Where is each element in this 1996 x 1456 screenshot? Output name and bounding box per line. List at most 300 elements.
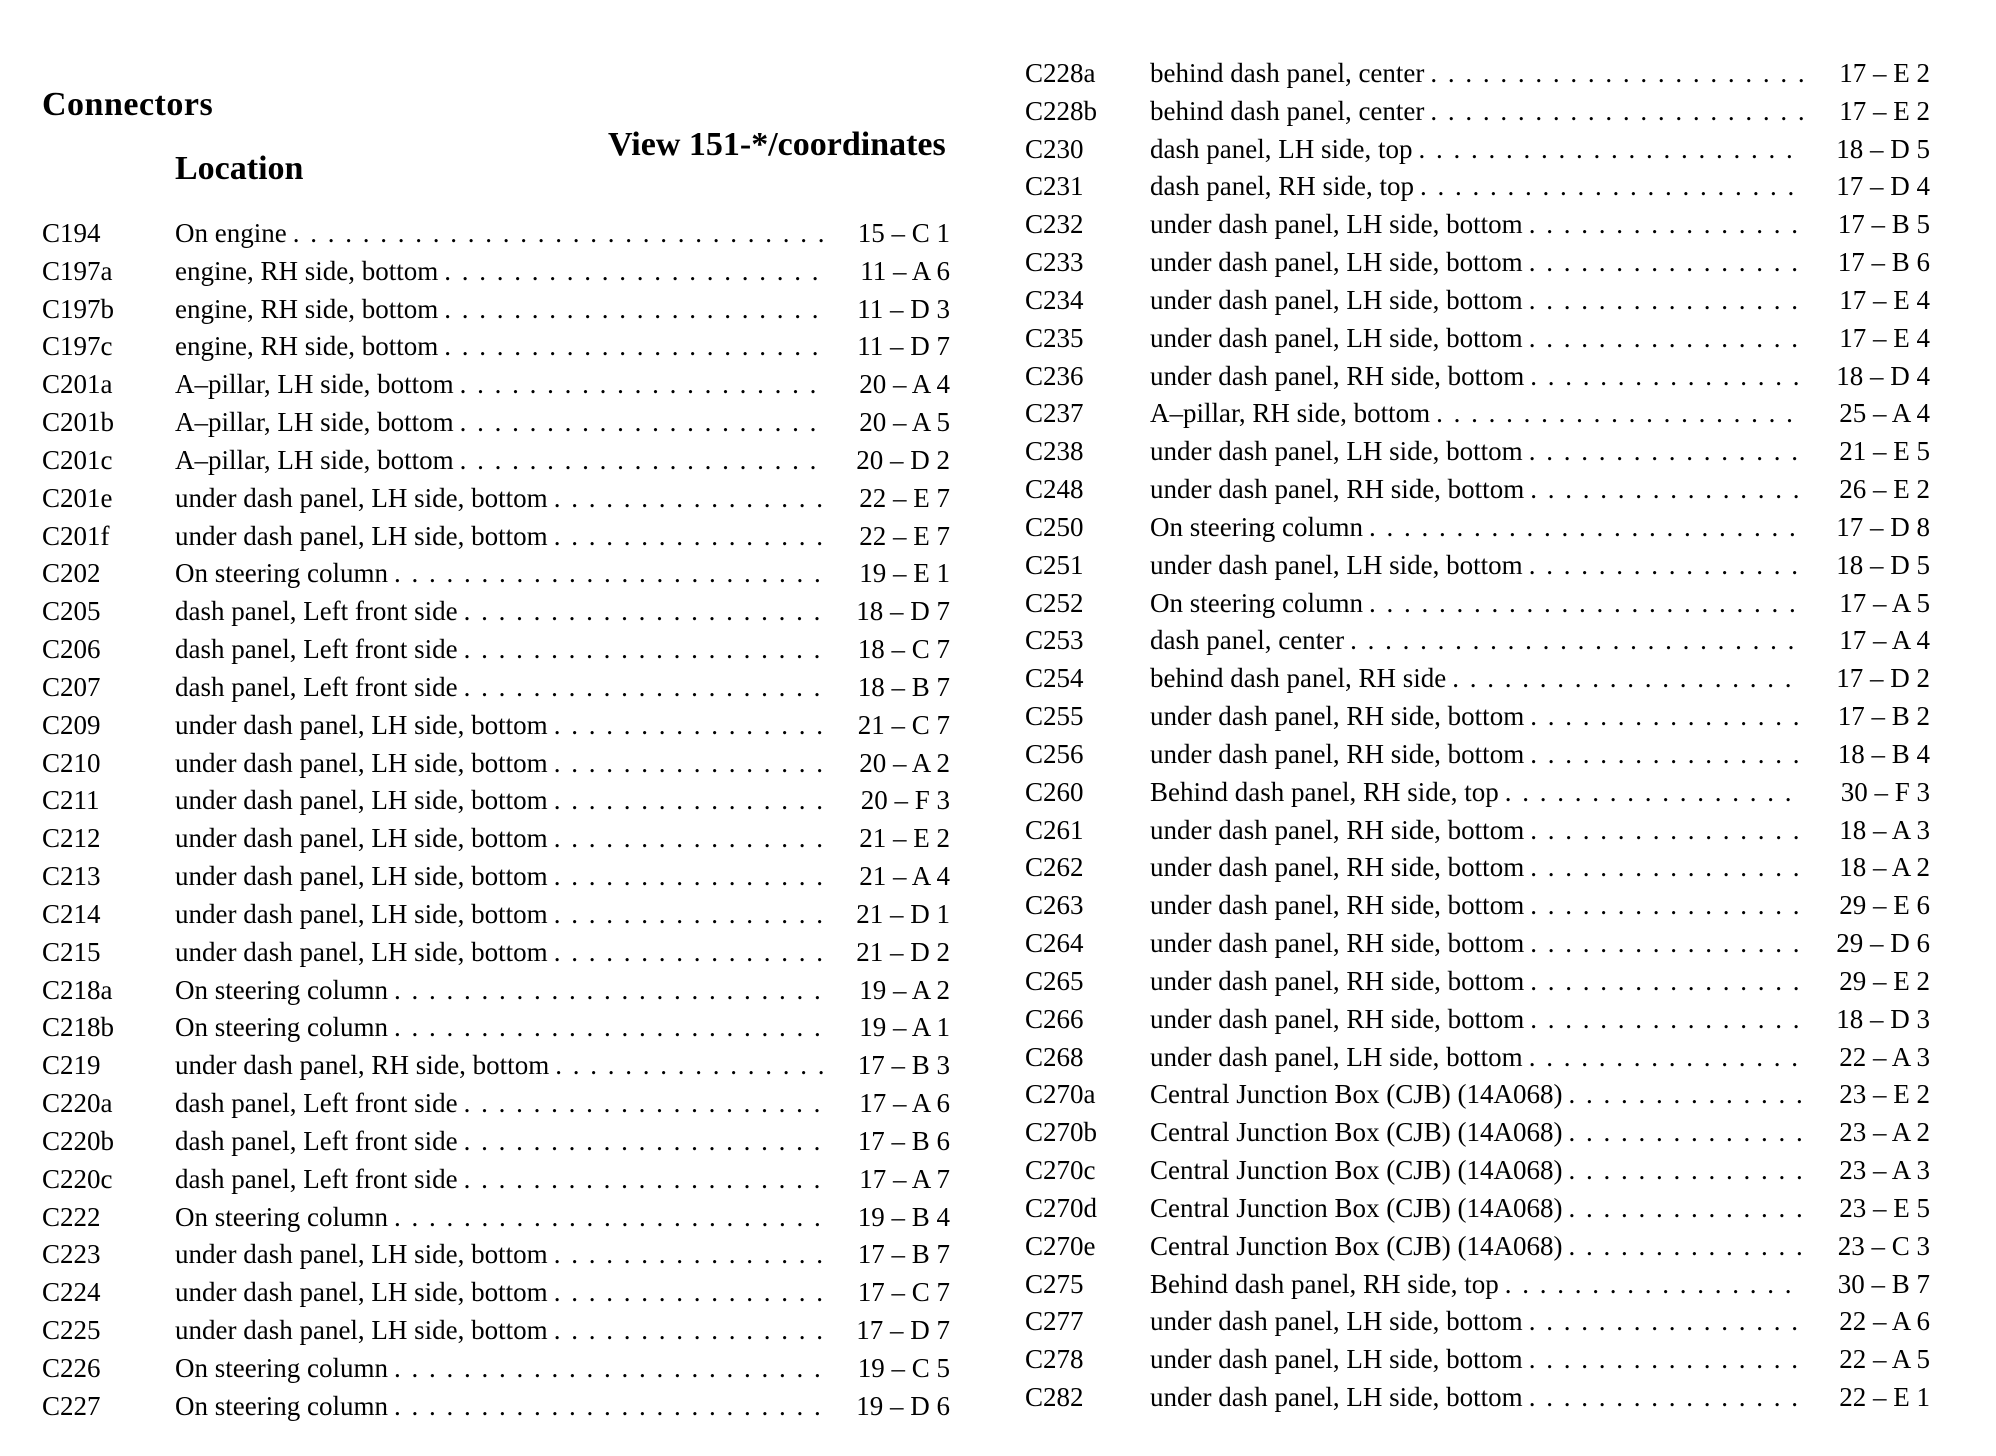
connector-id: C226: [42, 1352, 101, 1383]
table-row: [1025, 547, 1930, 585]
dot-leader: [554, 934, 824, 972]
table-row: [42, 328, 950, 366]
connector-id: C206: [42, 634, 101, 665]
connector-coordinate: 19 – A 2: [859, 974, 950, 1005]
connector-coordinate: 23 – E 5: [1839, 1192, 1930, 1223]
connector-id: C228b: [1025, 95, 1098, 126]
dot-leader: [554, 1312, 824, 1350]
connector-coordinate: 18 – D 5: [1836, 549, 1930, 580]
connector-coordinate: 18 – A 2: [1839, 852, 1930, 883]
table-row: [1025, 395, 1930, 433]
connector-id: C268: [1025, 1041, 1084, 1072]
dot-leader: [460, 442, 824, 480]
connector-location: dash panel, RH side, top: [1150, 171, 1414, 202]
table-row: [1025, 1152, 1930, 1190]
connector-coordinate: 17 – D 8: [1836, 511, 1930, 542]
connector-coordinate: 18 – D 7: [856, 596, 950, 627]
dot-leader: [394, 555, 824, 593]
dot-leader: [1430, 93, 1804, 131]
dot-leader: [1529, 206, 1804, 244]
dot-leader: [1530, 358, 1804, 396]
connector-location: A–pillar, LH side, bottom: [175, 369, 454, 400]
connector-coordinate: 29 – E 6: [1839, 890, 1930, 921]
table-row: [1025, 320, 1930, 358]
dot-leader: [464, 669, 824, 707]
connector-coordinate: 18 – A 3: [1839, 814, 1930, 845]
table-row: [42, 1123, 950, 1161]
dot-leader: [1530, 471, 1804, 509]
table-row: [42, 1085, 950, 1123]
connector-id: C220b: [42, 1125, 115, 1156]
connector-coordinate: 21 – D 1: [856, 898, 950, 929]
connector-coordinate: 17 – B 2: [1837, 701, 1930, 732]
table-row: [1025, 282, 1930, 320]
dot-leader: [554, 782, 824, 820]
dot-leader: [464, 1161, 824, 1199]
connector-id: C270c: [1025, 1155, 1096, 1186]
connector-id: C209: [42, 709, 101, 740]
connector-coordinate: 22 – E 1: [1839, 1381, 1930, 1412]
dot-leader: [444, 253, 824, 291]
connector-coordinate: 17 – C 7: [857, 1277, 950, 1308]
table-row: [42, 745, 950, 783]
connector-id: C220a: [42, 1088, 113, 1119]
table-row: [1025, 433, 1930, 471]
connector-coordinate: 19 – A 1: [859, 1012, 950, 1043]
dot-leader: [1369, 585, 1804, 623]
connector-id: C215: [42, 936, 101, 967]
table-row: [42, 1161, 950, 1199]
connector-id: C211: [42, 785, 100, 816]
connector-id: C270b: [1025, 1117, 1098, 1148]
table-row: [1025, 206, 1930, 244]
table-row: [42, 1009, 950, 1047]
dot-leader: [444, 328, 824, 366]
table-row: [42, 858, 950, 896]
table-row: [1025, 585, 1930, 623]
dot-leader: [1420, 168, 1804, 206]
connector-id: C197c: [42, 331, 113, 362]
connector-location: under dash panel, RH side, bottom: [1150, 928, 1525, 959]
dot-leader: [555, 1047, 824, 1085]
dot-leader: [1350, 622, 1804, 660]
connector-location: under dash panel, LH side, bottom: [175, 482, 548, 513]
connector-id: C260: [1025, 776, 1084, 807]
connector-id: C207: [42, 671, 101, 702]
dot-leader: [1529, 1341, 1804, 1379]
connector-coordinate: 26 – E 2: [1839, 474, 1930, 505]
connector-list-right: [1025, 55, 1930, 1417]
dot-leader: [1530, 698, 1804, 736]
connector-location: On steering column: [175, 1012, 388, 1043]
connector-coordinate: 17 – E 4: [1839, 284, 1930, 315]
connector-coordinate: 17 – A 5: [1839, 587, 1930, 618]
connector-id: C270d: [1025, 1192, 1098, 1223]
connector-id: C237: [1025, 398, 1084, 429]
connector-id: C201e: [42, 482, 113, 513]
dot-leader: [394, 1009, 824, 1047]
table-row: [42, 1388, 950, 1426]
table-row: [42, 442, 950, 480]
dot-leader: [394, 1199, 824, 1237]
connector-location: On steering column: [175, 1201, 388, 1232]
table-row: [42, 480, 950, 518]
dot-leader: [1430, 55, 1804, 93]
connector-coordinate: 22 – A 6: [1839, 1306, 1930, 1337]
table-row: [1025, 244, 1930, 282]
dot-leader: [1568, 1152, 1804, 1190]
connector-coordinate: 19 – E 1: [859, 558, 950, 589]
connector-coordinate: 18 – D 3: [1836, 1003, 1930, 1034]
connector-id: C212: [42, 823, 101, 854]
connector-id: C234: [1025, 284, 1084, 315]
table-row: [1025, 698, 1930, 736]
connector-id: C201b: [42, 407, 115, 438]
table-row: [42, 253, 950, 291]
connector-location: dash panel, Left front side: [175, 1125, 458, 1156]
table-row: [42, 972, 950, 1010]
connector-list-left: [42, 215, 950, 1426]
connector-location: under dash panel, LH side, bottom: [175, 1239, 548, 1270]
dot-leader: [554, 518, 824, 556]
table-row: [1025, 1228, 1930, 1266]
connector-id: C205: [42, 596, 101, 627]
connector-coordinate: 21 – C 7: [857, 709, 950, 740]
dot-leader: [1530, 925, 1804, 963]
connector-location: On steering column: [175, 1352, 388, 1383]
connector-coordinate: 23 – E 2: [1839, 1079, 1930, 1110]
connector-location: Central Junction Box (CJB) (14A068): [1150, 1117, 1563, 1148]
dot-leader: [1505, 774, 1804, 812]
dot-leader: [444, 291, 824, 329]
table-row: [1025, 963, 1930, 1001]
connector-id: C197a: [42, 255, 113, 286]
connector-coordinate: 23 – A 3: [1839, 1155, 1930, 1186]
dot-leader: [1568, 1228, 1804, 1266]
table-row: [1025, 622, 1930, 660]
connector-location: Central Junction Box (CJB) (14A068): [1150, 1192, 1563, 1223]
dot-leader: [554, 745, 824, 783]
dot-leader: [394, 1350, 824, 1388]
connector-location: A–pillar, LH side, bottom: [175, 444, 454, 475]
connector-location: under dash panel, LH side, bottom: [175, 1315, 548, 1346]
dot-leader: [554, 820, 824, 858]
connector-id: C235: [1025, 322, 1084, 353]
table-row: [1025, 168, 1930, 206]
dot-leader: [464, 1123, 824, 1161]
connector-location: under dash panel, LH side, bottom: [175, 520, 548, 551]
connector-id: C202: [42, 558, 101, 589]
connector-location: dash panel, Left front side: [175, 671, 458, 702]
connector-location: Behind dash panel, RH side, top: [1150, 1268, 1499, 1299]
connector-coordinate: 20 – A 4: [859, 369, 950, 400]
location-column-header: Location: [175, 150, 304, 187]
connector-location: under dash panel, LH side, bottom: [1150, 1041, 1523, 1072]
connector-id: C219: [42, 1050, 101, 1081]
table-row: [42, 1199, 950, 1237]
connector-id: C230: [1025, 133, 1084, 164]
dot-leader: [1369, 509, 1804, 547]
connector-location: under dash panel, LH side, bottom: [1150, 1306, 1523, 1337]
connector-id: C225: [42, 1315, 101, 1346]
connector-location: under dash panel, LH side, bottom: [175, 1277, 548, 1308]
table-row: [42, 820, 950, 858]
connector-coordinate: 17 – A 7: [859, 1163, 950, 1194]
connector-id: C264: [1025, 928, 1084, 959]
table-row: [1025, 358, 1930, 396]
dot-leader: [1436, 395, 1804, 433]
table-row: [42, 707, 950, 745]
connector-id: C222: [42, 1201, 101, 1232]
connector-coordinate: 17 – E 4: [1839, 322, 1930, 353]
connector-coordinate: 18 – C 7: [857, 634, 950, 665]
connector-location: under dash panel, LH side, bottom: [1150, 209, 1523, 240]
connector-coordinate: 19 – D 6: [856, 1390, 950, 1421]
connector-coordinate: 20 – F 3: [860, 785, 950, 816]
dot-leader: [1530, 887, 1804, 925]
connector-id: C254: [1025, 663, 1084, 694]
dot-leader: [1452, 660, 1804, 698]
connector-id: C275: [1025, 1268, 1084, 1299]
dot-leader: [1529, 320, 1804, 358]
connector-location: dash panel, Left front side: [175, 1163, 458, 1194]
connector-coordinate: 17 – D 2: [1836, 663, 1930, 694]
connector-location: Central Junction Box (CJB) (14A068): [1150, 1230, 1563, 1261]
dot-leader: [464, 1085, 824, 1123]
connector-location: under dash panel, LH side, bottom: [175, 785, 548, 816]
connector-coordinate: 23 – C 3: [1837, 1230, 1930, 1261]
connector-id: C201c: [42, 444, 113, 475]
connector-id: C261: [1025, 814, 1084, 845]
connector-coordinate: 17 – B 7: [857, 1239, 950, 1270]
connector-location: dash panel, Left front side: [175, 596, 458, 627]
connector-id: C250: [1025, 511, 1084, 542]
connector-location: Central Junction Box (CJB) (14A068): [1150, 1079, 1563, 1110]
table-row: [1025, 1379, 1930, 1417]
connector-id: C224: [42, 1277, 101, 1308]
connector-location: under dash panel, RH side, bottom: [1150, 814, 1525, 845]
table-row: [42, 1274, 950, 1312]
connector-location: under dash panel, RH side, bottom: [1150, 474, 1525, 505]
connector-id: C194: [42, 218, 101, 248]
connector-location: under dash panel, LH side, bottom: [1150, 284, 1523, 315]
connector-id: C233: [1025, 247, 1084, 278]
connector-id: C255: [1025, 701, 1084, 732]
dot-leader: [1568, 1114, 1804, 1152]
connector-location: under dash panel, LH side, bottom: [175, 747, 548, 778]
table-row: [42, 782, 950, 820]
connector-location: under dash panel, RH side, bottom: [1150, 701, 1525, 732]
connector-id: C278: [1025, 1344, 1084, 1375]
dot-leader: [1568, 1076, 1804, 1114]
table-row: [1025, 1341, 1930, 1379]
connector-coordinate: 29 – D 6: [1836, 928, 1930, 959]
connector-id: C270e: [1025, 1230, 1096, 1261]
table-row: [42, 1236, 950, 1274]
connector-coordinate: 15 – C 1: [857, 218, 950, 248]
connector-location: On steering column: [175, 974, 388, 1005]
connector-location: On steering column: [175, 1390, 388, 1421]
table-row: [42, 518, 950, 556]
dot-leader: [554, 1236, 824, 1274]
table-row: [1025, 849, 1930, 887]
dot-leader: [1530, 1001, 1804, 1039]
connector-coordinate: 30 – B 7: [1837, 1268, 1930, 1299]
connector-coordinate: 30 – F 3: [1840, 776, 1930, 807]
page-title: Connectors: [42, 86, 214, 123]
dot-leader: [1530, 849, 1804, 887]
table-row: [42, 593, 950, 631]
connector-id: C231: [1025, 171, 1084, 202]
connector-id: C265: [1025, 965, 1084, 996]
connector-location: under dash panel, LH side, bottom: [1150, 1344, 1523, 1375]
connector-location: On steering column: [1150, 587, 1363, 618]
connector-location: behind dash panel, center: [1150, 58, 1425, 88]
table-row: [42, 366, 950, 404]
table-row: [1025, 1303, 1930, 1341]
dot-leader: [1529, 282, 1804, 320]
connector-location: under dash panel, LH side, bottom: [1150, 247, 1523, 278]
connector-id: C270a: [1025, 1079, 1096, 1110]
connector-coordinate: 11 – D 3: [857, 293, 950, 324]
connector-location: engine, RH side, bottom: [175, 293, 439, 324]
table-row: [42, 934, 950, 972]
dot-leader: [1529, 244, 1804, 282]
connector-id: C201f: [42, 520, 110, 551]
table-row: [1025, 1190, 1930, 1228]
dot-leader: [1568, 1190, 1804, 1228]
connector-id: C266: [1025, 1003, 1084, 1034]
table-row: [1025, 925, 1930, 963]
connector-location: under dash panel, RH side, bottom: [175, 1050, 550, 1081]
table-row: [1025, 471, 1930, 509]
connector-coordinate: 22 – E 7: [859, 520, 950, 551]
connector-location: On engine: [175, 218, 287, 248]
connector-coordinate: 17 – B 3: [857, 1050, 950, 1081]
connector-coordinate: 17 – B 6: [1837, 247, 1930, 278]
connector-location: under dash panel, LH side, bottom: [175, 709, 548, 740]
dot-leader: [394, 972, 824, 1010]
connector-location: under dash panel, RH side, bottom: [1150, 1003, 1525, 1034]
table-row: [42, 1047, 950, 1085]
connector-coordinate: 17 – D 4: [1836, 171, 1930, 202]
dot-leader: [1505, 1266, 1804, 1304]
table-row: [1025, 1266, 1930, 1304]
table-row: [1025, 1114, 1930, 1152]
table-row: [1025, 812, 1930, 850]
connector-location: behind dash panel, center: [1150, 95, 1425, 126]
connector-id: C201a: [42, 369, 113, 400]
connector-location: under dash panel, LH side, bottom: [1150, 549, 1523, 580]
view-coordinates-header: View 151-*/coordinates: [608, 126, 946, 163]
table-row: [1025, 93, 1930, 131]
connector-location: under dash panel, RH side, bottom: [1150, 360, 1525, 391]
connector-id: C256: [1025, 738, 1084, 769]
connector-id: C218a: [42, 974, 113, 1005]
connector-id: C197b: [42, 293, 115, 324]
dot-leader: [1530, 736, 1804, 774]
connector-location: under dash panel, LH side, bottom: [1150, 436, 1523, 467]
dot-leader: [464, 631, 824, 669]
table-row: [42, 1350, 950, 1388]
table-row: [1025, 1039, 1930, 1077]
connector-location: A–pillar, LH side, bottom: [175, 407, 454, 438]
connector-coordinate: 17 – A 6: [859, 1088, 950, 1119]
table-row: [42, 1312, 950, 1350]
connector-id: C263: [1025, 890, 1084, 921]
connector-id: C223: [42, 1239, 101, 1270]
table-row: [1025, 736, 1930, 774]
table-row: [42, 669, 950, 707]
connector-coordinate: 18 – B 7: [857, 671, 950, 702]
connector-coordinate: 17 – E 2: [1839, 58, 1930, 88]
connector-coordinate: 11 – A 6: [860, 255, 950, 286]
table-row: [1025, 1001, 1930, 1039]
connector-id: C253: [1025, 625, 1084, 656]
dot-leader: [554, 858, 824, 896]
table-row: [1025, 660, 1930, 698]
connector-coordinate: 17 – E 2: [1839, 95, 1930, 126]
table-row: [42, 896, 950, 934]
connector-id: C251: [1025, 549, 1084, 580]
dot-leader: [394, 1388, 824, 1426]
connector-coordinate: 21 – D 2: [856, 936, 950, 967]
connector-coordinate: 29 – E 2: [1839, 965, 1930, 996]
connector-id: C277: [1025, 1306, 1084, 1337]
connector-coordinate: 22 – A 5: [1839, 1344, 1930, 1375]
connector-location: dash panel, LH side, top: [1150, 133, 1413, 164]
connector-coordinate: 19 – C 5: [857, 1352, 950, 1383]
connector-id: C228a: [1025, 58, 1096, 88]
connector-coordinate: 11 – D 7: [857, 331, 950, 362]
connector-coordinate: 25 – A 4: [1839, 398, 1930, 429]
connector-location: under dash panel, RH side, bottom: [1150, 738, 1525, 769]
connector-location: dash panel, Left front side: [175, 634, 458, 665]
dot-leader: [554, 707, 824, 745]
connector-location: dash panel, Left front side: [175, 1088, 458, 1119]
connector-id: C232: [1025, 209, 1084, 240]
table-row: [1025, 1076, 1930, 1114]
dot-leader: [1418, 131, 1804, 169]
table-row: [1025, 774, 1930, 812]
table-row: [42, 215, 950, 253]
connector-coordinate: 23 – A 2: [1839, 1117, 1930, 1148]
dot-leader: [293, 215, 824, 253]
table-row: [42, 404, 950, 442]
connector-id: C214: [42, 898, 101, 929]
connector-location: under dash panel, LH side, bottom: [1150, 322, 1523, 353]
connector-location: engine, RH side, bottom: [175, 331, 439, 362]
connector-coordinate: 22 – E 7: [859, 482, 950, 513]
dot-leader: [1529, 547, 1804, 585]
connector-coordinate: 20 – D 2: [856, 444, 950, 475]
connector-location: under dash panel, RH side, bottom: [1150, 965, 1525, 996]
table-row: [1025, 55, 1930, 93]
connector-location: under dash panel, LH side, bottom: [175, 823, 548, 854]
connector-location: under dash panel, RH side, bottom: [1150, 890, 1525, 921]
table-row: [42, 631, 950, 669]
table-row: [1025, 131, 1930, 169]
connector-coordinate: 20 – A 5: [859, 407, 950, 438]
connector-id: C236: [1025, 360, 1084, 391]
dot-leader: [460, 366, 824, 404]
connector-coordinate: 21 – E 5: [1839, 436, 1930, 467]
connector-id: C252: [1025, 587, 1084, 618]
table-row: [42, 555, 950, 593]
dot-leader: [554, 480, 824, 518]
dot-leader: [554, 1274, 824, 1312]
connector-id: C213: [42, 861, 101, 892]
